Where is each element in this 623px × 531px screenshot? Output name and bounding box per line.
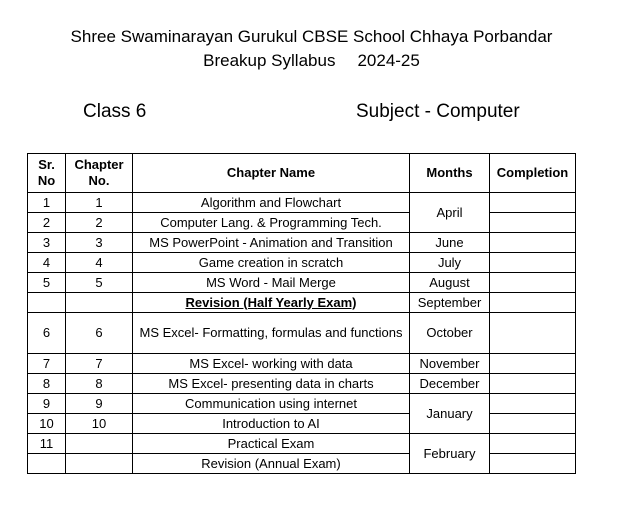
class-label: Class 6: [83, 101, 147, 122]
sr-cell: 2: [28, 213, 66, 233]
sr-cell: [28, 454, 66, 474]
table-row: [28, 233, 576, 253]
chapter-cell: [66, 293, 133, 313]
sr-cell: 4: [28, 253, 66, 273]
chapter-name-cell: Computer Lang. & Programming Tech.: [133, 213, 410, 233]
chapter-name-cell: MS Excel- presenting data in charts: [133, 374, 410, 394]
completion-cell: [490, 193, 576, 213]
completion-cell: [490, 454, 576, 474]
chapter-name-cell: Algorithm and Flowchart: [133, 193, 410, 213]
header-completion: Completion: [490, 154, 576, 193]
sr-cell: 6: [28, 313, 66, 354]
month-cell: January: [410, 394, 490, 434]
header-chapter-no: Chapter No.: [66, 154, 133, 193]
chapter-name-cell: MS Excel- Formatting, formulas and functions: [133, 313, 410, 354]
chapter-name-cell: Introduction to AI: [133, 414, 410, 434]
sr-cell: 5: [28, 273, 66, 293]
chapter-name-cell: Revision (Half Yearly Exam): [133, 293, 410, 313]
table-row: [28, 273, 576, 293]
month-cell: December: [410, 374, 490, 394]
completion-cell: [490, 354, 576, 374]
chapter-name-cell: MS PowerPoint - Animation and Transition: [133, 233, 410, 253]
completion-cell: [490, 414, 576, 434]
sr-cell: 8: [28, 374, 66, 394]
chapter-cell: 9: [66, 394, 133, 414]
month-cell: February: [410, 434, 490, 474]
completion-cell: [490, 394, 576, 414]
table-row: [28, 394, 576, 414]
completion-cell: [490, 213, 576, 233]
completion-cell: [490, 434, 576, 454]
chapter-cell: 1: [66, 193, 133, 213]
chapter-cell: 4: [66, 253, 133, 273]
table-row: [28, 354, 576, 374]
completion-cell: [490, 253, 576, 273]
chapter-name-cell: Game creation in scratch: [133, 253, 410, 273]
sr-cell: [28, 293, 66, 313]
table-row: [28, 313, 576, 354]
chapter-cell: 5: [66, 273, 133, 293]
table-row: [28, 213, 576, 233]
completion-cell: [490, 313, 576, 354]
table-row: [28, 454, 576, 474]
month-cell: August: [410, 273, 490, 293]
sr-cell: 11: [28, 434, 66, 454]
chapter-name-cell: MS Excel- working with data: [133, 354, 410, 374]
chapter-cell: 7: [66, 354, 133, 374]
chapter-name-cell: Revision (Annual Exam): [133, 454, 410, 474]
table-row: [28, 253, 576, 273]
chapter-cell: [66, 434, 133, 454]
chapter-name-cell: MS Word - Mail Merge: [133, 273, 410, 293]
table-row: [28, 374, 576, 394]
completion-cell: [490, 374, 576, 394]
chapter-cell: 10: [66, 414, 133, 434]
school-title: Shree Swaminarayan Gurukul CBSE School Chhaya Porbandar: [70, 27, 553, 46]
chapter-cell: [66, 454, 133, 474]
sr-cell: 1: [28, 193, 66, 213]
table-header-row: [28, 154, 576, 193]
chapter-cell: 3: [66, 233, 133, 253]
month-cell: June: [410, 233, 490, 253]
syllabus-label: Breakup Syllabus: [203, 51, 336, 70]
chapter-cell: 8: [66, 374, 133, 394]
chapter-name-cell: Practical Exam: [133, 434, 410, 454]
sr-cell: 9: [28, 394, 66, 414]
month-cell: September: [410, 293, 490, 313]
chapter-cell: 6: [66, 313, 133, 354]
syllabus-table: [27, 153, 576, 474]
month-cell: April: [410, 193, 490, 233]
subject-label: Subject - Computer: [356, 101, 520, 122]
syllabus-title: [0, 51, 623, 71]
header-months: Months: [410, 154, 490, 193]
sr-cell: 3: [28, 233, 66, 253]
table-row: [28, 414, 576, 434]
table-row: [28, 193, 576, 213]
table-row: [28, 434, 576, 454]
month-cell: October: [410, 313, 490, 354]
header-sr-no: Sr. No: [28, 154, 66, 193]
academic-year: 2024-25: [357, 51, 420, 70]
completion-cell: [490, 273, 576, 293]
month-cell: November: [410, 354, 490, 374]
chapter-cell: 2: [66, 213, 133, 233]
sr-cell: 7: [28, 354, 66, 374]
header-chapter-name: Chapter Name: [133, 154, 410, 193]
sr-cell: 10: [28, 414, 66, 434]
month-cell: July: [410, 253, 490, 273]
table-row: [28, 293, 576, 313]
completion-cell: [490, 233, 576, 253]
completion-cell: [490, 293, 576, 313]
chapter-name-cell: Communication using internet: [133, 394, 410, 414]
